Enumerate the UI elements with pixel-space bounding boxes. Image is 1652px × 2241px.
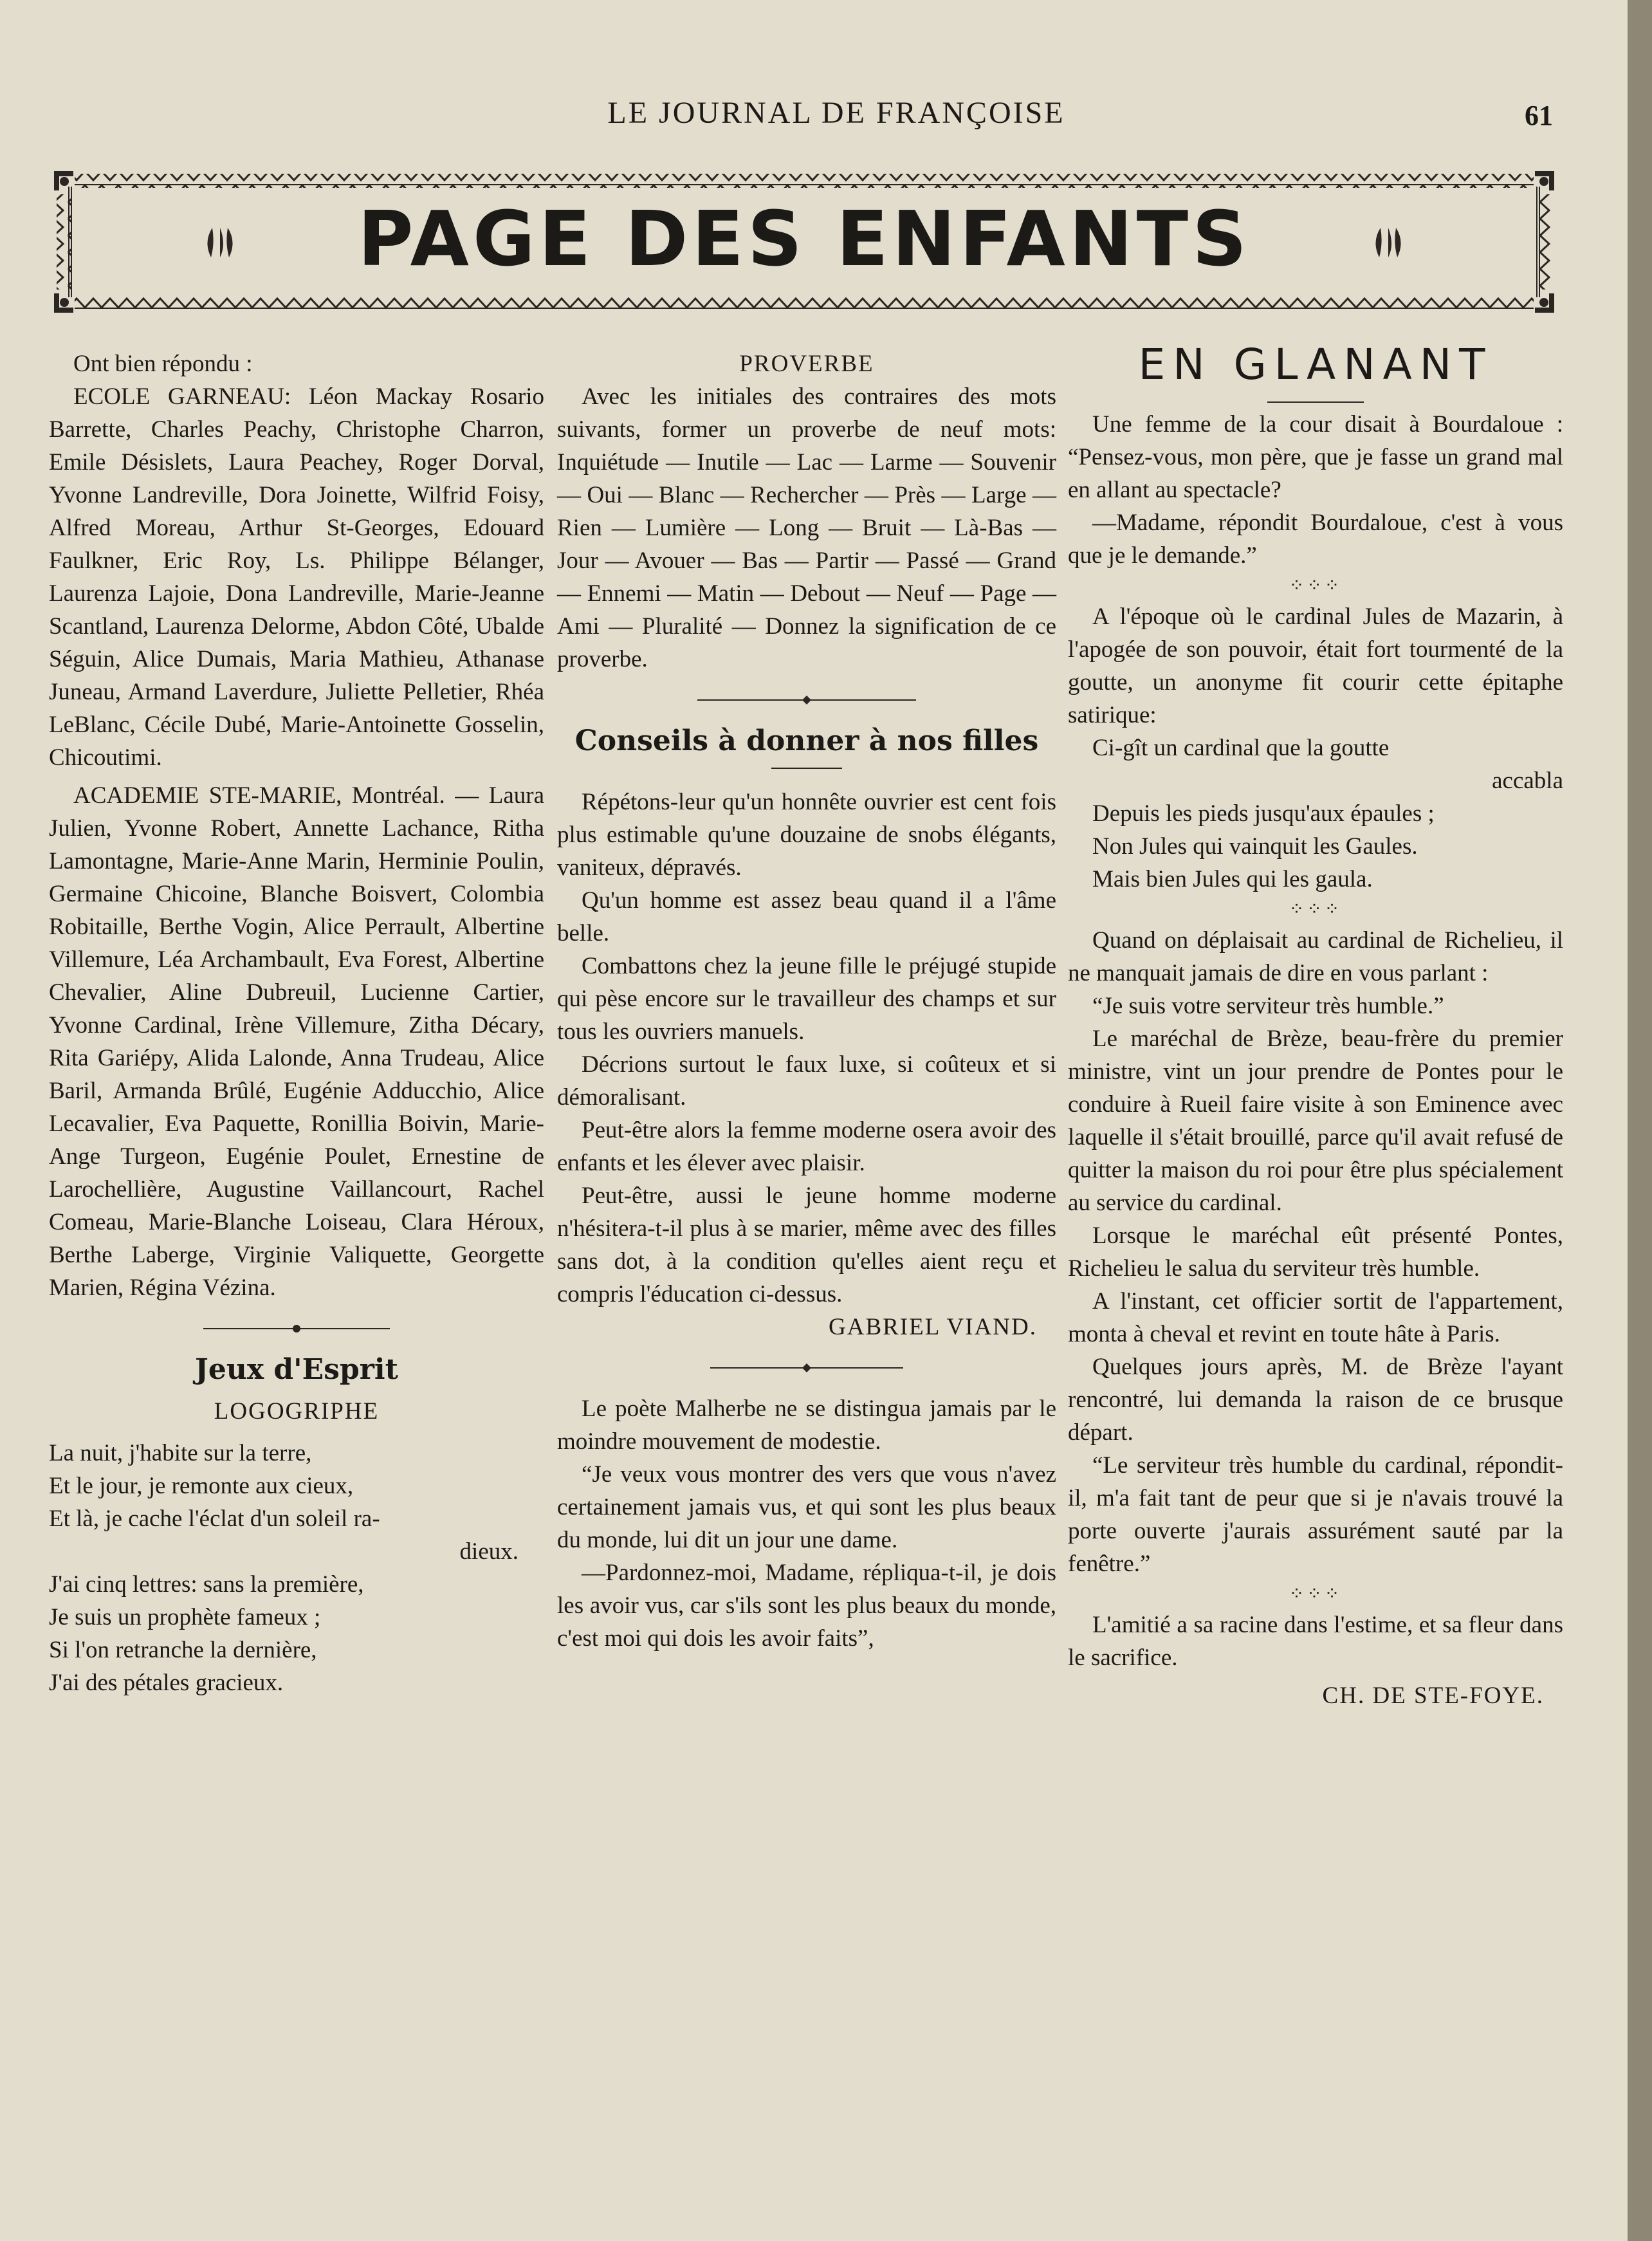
dot-ornament: ⁘⁘⁘: [1289, 576, 1343, 596]
page-number: 61: [1525, 100, 1553, 131]
heading-rule: [1267, 401, 1364, 403]
richelieu-paragraph: “Je suis votre serviteur très humble.”: [1092, 993, 1444, 1019]
richelieu-paragraph: “Le serviteur très humble du cardinal, répondit-il, m'a fait tant de peur que si je n'avais trouvé la porte ouverte j'aurais assurément sauté par la fenêtre.”: [1068, 1452, 1563, 1577]
section-separator: [697, 695, 916, 705]
quote-author: CH. DE STE-FOYE.: [1322, 1683, 1544, 1709]
conseils-paragraph: Combattons chez la jeune fille le préjugé stupide qui pèse encore sur le travailleur des champs et sur tous les ouvriers manuels.: [557, 953, 1056, 1045]
richelieu-paragraph: Quand on déplaisait au cardinal de Richelieu, il ne manquait jamais de dire en vous parlant :: [1068, 927, 1563, 986]
poem-line: Si l'on retranche la dernière,: [49, 1637, 317, 1663]
page-edge: [1628, 0, 1652, 2241]
malherbe-paragraph: Le poète Malherbe ne se distingua jamais par le moindre mouvement de modestie.: [557, 1396, 1056, 1455]
bourdaloue-paragraph: —Madame, répondit Bourdaloue, c'est à vous que je le demande.”: [1068, 510, 1563, 569]
ecole-garneau-list: ECOLE GARNEAU: Léon Mackay Rosario Barrette, Charles Peachy, Christophe Charron, Emile Désislets, Laura Peachey, Roger Dorval, Yvonne Landreville, Dora Joinette, Wilfrid Foisy, Alfred Moreau, Arthur St-Georges, Edouard Faulkner, Eric Roy, Ls. Philippe Bélanger, Laurenza Lajoie, Dona Landreville, Marie-Jeanne Scantland, Laurenza Delorme, Abdon Côté, Ubalde Séguin, Alice Dumais, Maria Mathieu, Athanase Juneau, Armand Laverdure, Juliette Pelletier, Rhéa LeBlanc, Cécile Dubé, Marie-Antoinette Gosselin, Chicoutimi.: [49, 383, 544, 771]
academie-ste-marie-list: ACADEMIE STE-MARIE, Montréal. — Laura Julien, Yvonne Robert, Annette Lachance, Ritha Lamontagne, Marie-Anne Marin, Herminie Poulin, Germaine Chicoine, Blanche Boisvert, Colombia Robitaille, Berthe Vogin, Alice Perrault, Albertine Villemure, Léa Archambault, Eva Forest, Albertine Chevalier, Aline Dubreuil, Lucienne Cartier, Yvonne Cardinal, Irène Villemure, Zitha Décary, Rita Gariépy, Alida Lalonde, Anna Trudeau, Alice Baril, Armanda Brûlé, Eugénie Adducchio, Alice Lecavalier, Eva Paquette, Ronillia Boivin, Marie-Ange Turgeon, Eugénie Poulet, Ernestine de Larochellière, Augustine Vaillancourt, Rachel Comeau, Marie-Blanche Loiseau, Clara Héroux, Berthe Laberge, Virginie Valiquette, Georgette Marien, Régina Vézina.: [49, 782, 544, 1301]
poem-line: J'ai cinq lettres: sans la première,: [49, 1571, 364, 1598]
conseils-paragraph: Qu'un homme est assez beau quand il a l'âme belle.: [557, 887, 1056, 946]
dot-ornament: ⁘⁘⁘: [1289, 899, 1343, 919]
section-separator: [203, 1323, 390, 1334]
banner-title: PAGE DES ENFANTS: [357, 194, 1251, 283]
jeux-esprit-heading: Jeux d'Esprit: [195, 1353, 398, 1386]
epitaph-line: Ci-gît un cardinal que la goutte: [1092, 735, 1390, 761]
proverbe-heading: PROVERBE: [739, 351, 874, 377]
conseils-heading: Conseils à donner à nos filles: [574, 724, 1039, 757]
column-right: [1068, 340, 1563, 1712]
conseils-paragraph: Répétons-leur qu'un honnête ouvrier est cent fois plus estimable qu'une douzaine de snobs élégants, vaniteux, dépravés.: [557, 789, 1056, 881]
epitaph-line: accabla: [1492, 768, 1563, 794]
logogriphe-heading: LOGOGRIPHE: [214, 1398, 380, 1425]
poem-line: La nuit, j'habite sur la terre,: [49, 1440, 312, 1466]
answers-intro: Ont bien répondu :: [73, 351, 253, 377]
heading-rule: [771, 768, 842, 769]
proverbe-text: Avec les initiales des contraires des mots suivants, former un proverbe de neuf mots: Inquiétude — Inutile — Lac — Larme — Souvenir — Oui — Blanc — Rechercher — Près — Large — Rien — Lumière — Long — Bruit — Là-Bas — Jour — Avouer — Bas — Partir — Passé — Grand — Ennemi — Matin — Debout — Neuf — Page — Ami — Pluralité — Donnez la signification de ce proverbe.: [557, 383, 1056, 672]
logogriphe-poem: [49, 1437, 544, 1699]
malherbe-paragraph: —Pardonnez-moi, Madame, répliqua-t-il, je dois les avoir vus, car s'ils sont les plus beaux du monde, c'est moi qui dois les avoir faits”,: [557, 1560, 1056, 1652]
richelieu-paragraph: Lorsque le maréchal eût présenté Pontes, Richelieu le salua du serviteur très humble.: [1068, 1222, 1563, 1282]
conseils-author: GABRIEL VIAND.: [829, 1314, 1037, 1340]
poem-line: dieux.: [459, 1538, 519, 1565]
conseils-paragraph: Peut-être alors la femme moderne osera avoir des enfants et les élever avec plaisir.: [557, 1117, 1056, 1176]
poem-line: Je suis un prophète fameux ;: [49, 1604, 321, 1630]
conseils-paragraph: Décrions surtout le faux luxe, si coûteux et si démoralisant.: [557, 1051, 1056, 1111]
running-header: LE JOURNAL DE FRANÇOISE: [607, 96, 1065, 130]
dot-ornament: ⁘⁘⁘: [1289, 1584, 1343, 1604]
poem-line: J'ai des pétales gracieux.: [49, 1670, 284, 1696]
mazarin-paragraph: A l'époque où le cardinal Jules de Mazarin, à l'apogée de son pouvoir, était fort tourmenté de la goutte, un anonyme fit courir cette épitaphe satirique:: [1068, 604, 1563, 728]
richelieu-paragraph: A l'instant, cet officier sortit de l'appartement, monta à cheval et revint en toute hâte à Paris.: [1068, 1288, 1563, 1347]
en-glanant-heading: EN GLANANT: [1138, 340, 1493, 389]
epitaph-line: Mais bien Jules qui les gaula.: [1092, 866, 1373, 892]
amitie-quote: L'amitié a sa racine dans l'estime, et sa fleur dans le sacrifice.: [1068, 1612, 1563, 1671]
poem-line: Et le jour, je remonte aux cieux,: [49, 1473, 354, 1499]
conseils-paragraph: Peut-être, aussi le jeune homme moderne n'hésitera-t-il plus à se marier, même avec des filles sans dot, à la condition qu'elles aient reçu et compris l'éducation ci-dessus.: [557, 1183, 1056, 1307]
epitaph-line: Depuis les pieds jusqu'aux épaules ;: [1092, 800, 1435, 827]
section-separator: [710, 1363, 903, 1373]
richelieu-paragraph: Quelques jours après, M. de Brèze l'ayant rencontré, lui demanda la raison de ce brusque départ.: [1068, 1354, 1563, 1446]
column-middle: [557, 347, 1056, 1655]
epitaph-line: Non Jules qui vainquit les Gaules.: [1092, 833, 1418, 860]
bourdaloue-paragraph: Une femme de la cour disait à Bourdaloue : “Pensez-vous, mon père, que je fasse un grand mal en allant au spectacle?: [1068, 411, 1563, 503]
page-banner: [51, 169, 1557, 315]
poem-line: Et là, je cache l'éclat d'un soleil ra-: [49, 1506, 380, 1532]
column-left: [49, 347, 544, 1699]
malherbe-paragraph: “Je veux vous montrer des vers que vous n'avez certainement jamais vus, et qui sont les plus beaux du monde, lui dit un jour une dame.: [557, 1461, 1056, 1553]
richelieu-paragraph: Le maréchal de Brèze, beau-frère du premier ministre, vint un jour prendre de Pontes pour le conduire à Rueil faire visite à son Eminence avec laquelle il s'était brouillé, parce qu'il avait refusé de quitter la maison du roi pour être plus spécialement au service du cardinal.: [1068, 1026, 1563, 1216]
